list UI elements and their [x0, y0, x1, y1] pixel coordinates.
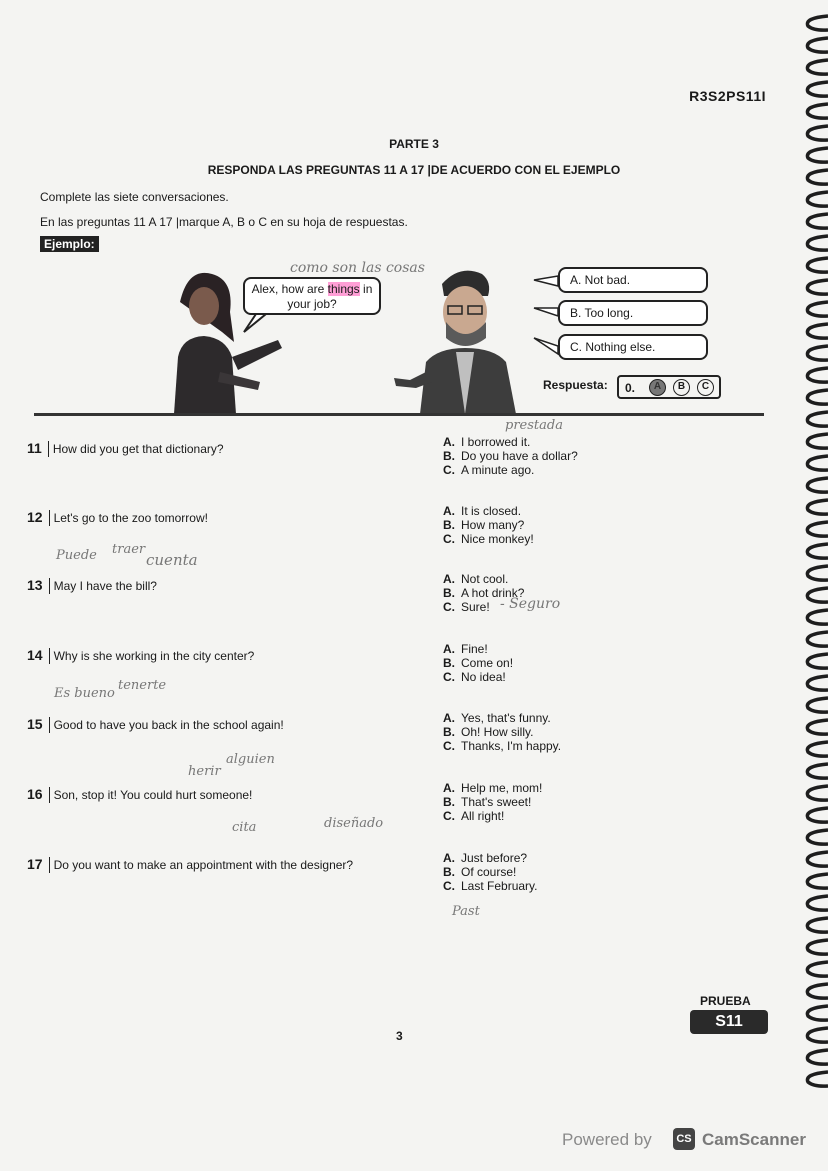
- option-text: Of course!: [461, 865, 517, 879]
- spiral-loop: [807, 786, 828, 800]
- question-text: Do you want to make an appointment with the designer?: [53, 858, 354, 872]
- option-text: Oh! How silly.: [461, 725, 534, 739]
- option-letter: A.: [443, 642, 455, 656]
- question-number: 11: [27, 440, 42, 456]
- answer-option[interactable]: [443, 739, 561, 753]
- option-text: Come on!: [461, 656, 514, 670]
- option-text: No idea!: [461, 670, 506, 684]
- spiral-loop: [807, 192, 828, 206]
- question-number: 12: [27, 509, 43, 525]
- spiral-loop: [807, 170, 828, 184]
- example-label: Ejemplo:: [40, 236, 99, 252]
- instructions-title: RESPONDA LAS PREGUNTAS 11 A 17 |DE ACUERDO CON EL EJEMPLO: [207, 163, 621, 177]
- spiral-loop: [807, 104, 828, 118]
- question-row: [27, 786, 252, 804]
- question-separator: [49, 857, 50, 873]
- answer-option[interactable]: [443, 463, 578, 477]
- option-letter: C.: [443, 600, 455, 614]
- option-letter: A.: [443, 851, 455, 865]
- spiral-loop: [807, 940, 828, 954]
- spiral-loop: [807, 808, 828, 822]
- spiral-loop: [807, 1072, 828, 1086]
- option-letter: C.: [443, 532, 455, 546]
- answer-option[interactable]: [443, 725, 561, 739]
- answer-option[interactable]: [443, 532, 534, 546]
- answer-options: [443, 851, 537, 893]
- handwritten-note: diseñado: [324, 816, 384, 831]
- spiral-loop: [807, 258, 828, 272]
- handwritten-note: prestada: [505, 418, 563, 433]
- option-text: Fine!: [461, 642, 488, 656]
- spiral-loop: [807, 280, 828, 294]
- answer-option[interactable]: [443, 518, 534, 532]
- powered-by-text: Powered by: [562, 1130, 652, 1149]
- answer-option[interactable]: [443, 711, 561, 725]
- spiral-loop: [807, 82, 828, 96]
- camscanner-logo-icon: CS: [673, 1128, 695, 1150]
- example-question-bubble: [243, 277, 381, 315]
- option-text: Nice monkey!: [461, 532, 534, 546]
- question-row: [27, 509, 208, 527]
- option-text: Not cool.: [461, 572, 509, 586]
- spiral-loop: [807, 676, 828, 690]
- answer-option[interactable]: [443, 504, 534, 518]
- spiral-loop: [807, 412, 828, 426]
- spiral-loop: [807, 1028, 828, 1042]
- man-figure-icon: [394, 271, 516, 414]
- question-number: 14: [27, 647, 43, 663]
- spiral-loop: [807, 632, 828, 646]
- question-text: Son, stop it! You could hurt someone!: [53, 788, 253, 802]
- answer-box: [617, 375, 721, 399]
- answer-options: [443, 711, 561, 753]
- spiral-loop: [807, 434, 828, 448]
- handwritten-note: cuenta: [146, 551, 198, 569]
- example-question-post: in your job?: [287, 282, 373, 311]
- document-code: R3S2PS11I: [689, 88, 766, 104]
- question-text: May I have the bill?: [53, 579, 157, 593]
- spiral-loop: [807, 566, 828, 580]
- spiral-loop: [807, 1050, 828, 1064]
- spiral-loop: [807, 60, 828, 74]
- answer-number: 0.: [625, 381, 636, 395]
- option-letter: A.: [443, 504, 455, 518]
- question-number: 13: [27, 577, 43, 593]
- option-text: All right!: [461, 809, 505, 823]
- handwritten-note: herir: [188, 764, 221, 779]
- answer-option[interactable]: [443, 795, 542, 809]
- option-text: Sure!: [461, 600, 490, 614]
- answer-option[interactable]: [443, 656, 513, 670]
- option-letter: B.: [443, 865, 455, 879]
- answer-option[interactable]: [443, 879, 537, 893]
- question-separator: [49, 510, 50, 526]
- spiral-loop: [807, 874, 828, 888]
- camscanner-brand: CamScanner: [702, 1130, 806, 1149]
- question-number: 17: [27, 856, 43, 872]
- option-letter: C.: [443, 809, 455, 823]
- option-letter: B.: [443, 449, 455, 463]
- option-text: Help me, mom!: [461, 781, 543, 795]
- handwritten-note: Past: [452, 904, 480, 919]
- spiral-loop: [807, 148, 828, 162]
- answer-option[interactable]: [443, 435, 578, 449]
- spiral-loop: [807, 390, 828, 404]
- option-text: It is closed.: [461, 504, 522, 518]
- answer-circle-b[interactable]: B: [673, 379, 690, 396]
- handwritten-note: cita: [232, 820, 257, 835]
- spiral-loop: [807, 764, 828, 778]
- spiral-loop: [807, 1006, 828, 1020]
- spiral-loop: [807, 654, 828, 668]
- option-letter: B.: [443, 518, 455, 532]
- spiral-loop: [807, 698, 828, 712]
- question-row: [27, 856, 353, 874]
- option-text: Last February.: [461, 879, 538, 893]
- option-text: Yes, that's funny.: [461, 711, 551, 725]
- option-letter: B.: [443, 586, 455, 600]
- question-number: 16: [27, 786, 43, 802]
- spiral-loop: [807, 588, 828, 602]
- option-letter: A.: [443, 711, 455, 725]
- example-question-pre: Alex, how are: [251, 282, 328, 296]
- question-number: 15: [27, 716, 43, 732]
- answer-circle-a[interactable]: A: [649, 379, 666, 396]
- option-letter: B.: [443, 656, 455, 670]
- option-letter: C.: [443, 879, 455, 893]
- test-label: PRUEBA: [700, 994, 751, 1008]
- answer-options: [443, 642, 513, 684]
- option-text: How many?: [461, 518, 525, 532]
- question-separator: [48, 441, 49, 457]
- spiral-loop: [807, 302, 828, 316]
- spiral-loop: [807, 16, 828, 30]
- answer-options: [443, 504, 534, 546]
- answer-label: Respuesta:: [543, 378, 608, 392]
- question-row: [27, 440, 224, 458]
- question-row: [27, 577, 157, 595]
- handwritten-note: traer: [112, 542, 146, 557]
- option-letter: A.: [443, 435, 455, 449]
- example-option-b: B. Too long.: [558, 300, 708, 326]
- question-text: Good to have you back in the school again!: [53, 718, 284, 732]
- answer-options: [443, 781, 542, 823]
- spiral-loop: [807, 984, 828, 998]
- spiral-binding-icon: [800, 10, 828, 1090]
- answer-options: [443, 435, 578, 477]
- question-separator: [49, 787, 50, 803]
- spiral-loop: [807, 214, 828, 228]
- answer-option[interactable]: [443, 670, 513, 684]
- spiral-loop: [807, 38, 828, 52]
- spiral-loop: [807, 962, 828, 976]
- question-text: Why is she working in the city center?: [53, 649, 255, 663]
- option-letter: C.: [443, 739, 455, 753]
- question-row: [27, 716, 284, 734]
- spiral-loop: [807, 918, 828, 932]
- handwritten-note: como son las cosas: [290, 260, 425, 276]
- spiral-loop: [807, 720, 828, 734]
- answer-option[interactable]: [443, 865, 537, 879]
- question-text: How did you get that dictionary?: [52, 442, 224, 456]
- page-number: 3: [396, 1029, 403, 1043]
- example-option-a: A. Not bad.: [558, 267, 708, 293]
- section-divider: [34, 413, 764, 416]
- example-option-c: C. Nothing else.: [558, 334, 708, 360]
- test-code-badge: S11: [690, 1010, 768, 1034]
- spiral-loop: [807, 456, 828, 470]
- option-text: That's sweet!: [461, 795, 532, 809]
- option-letter: A.: [443, 781, 455, 795]
- option-text: A hot drink?: [461, 586, 525, 600]
- instructions-line-2: En las preguntas 11 A 17 |marque A, B o C en su hoja de respuestas.: [40, 215, 408, 229]
- answer-option[interactable]: [443, 781, 542, 795]
- option-letter: B.: [443, 725, 455, 739]
- section-title: PARTE 3: [389, 137, 439, 151]
- spiral-loop: [807, 346, 828, 360]
- option-text: Do you have a dollar?: [461, 449, 578, 463]
- question-separator: [49, 578, 50, 594]
- option-text: Just before?: [461, 851, 528, 865]
- answer-option[interactable]: [443, 809, 542, 823]
- instructions-line-1: Complete las siete conversaciones.: [40, 190, 229, 204]
- spiral-loop: [807, 522, 828, 536]
- answer-option[interactable]: [443, 642, 513, 656]
- answer-option[interactable]: [443, 851, 537, 865]
- option-letter: B.: [443, 795, 455, 809]
- question-text: Let's go to the zoo tomorrow!: [53, 511, 208, 525]
- spiral-loop: [807, 368, 828, 382]
- spiral-loop: [807, 126, 828, 140]
- spiral-loop: [807, 236, 828, 250]
- example-question-highlight: things: [327, 282, 360, 296]
- spiral-loop: [807, 830, 828, 844]
- handwritten-note: tenerte: [118, 678, 167, 693]
- handwritten-note: alguien: [226, 752, 275, 767]
- handwritten-note: Puede: [56, 548, 97, 563]
- option-letter: A.: [443, 572, 455, 586]
- question-separator: [49, 648, 50, 664]
- answer-option[interactable]: [443, 449, 578, 463]
- answer-option[interactable]: [443, 572, 524, 586]
- option-text: I borrowed it.: [461, 435, 531, 449]
- option-letter: C.: [443, 670, 455, 684]
- spiral-loop: [807, 324, 828, 338]
- option-text: A minute ago.: [461, 463, 535, 477]
- handwritten-note: Es bueno: [54, 686, 115, 701]
- option-text: Thanks, I'm happy.: [461, 739, 562, 753]
- answer-circle-c[interactable]: C: [697, 379, 714, 396]
- spiral-loop: [807, 500, 828, 514]
- spiral-loop: [807, 742, 828, 756]
- question-separator: [49, 717, 50, 733]
- question-row: [27, 647, 254, 665]
- spiral-loop: [807, 896, 828, 910]
- option-letter: C.: [443, 463, 455, 477]
- spiral-loop: [807, 852, 828, 866]
- handwritten-note: - Seguro: [500, 596, 561, 612]
- spiral-loop: [807, 478, 828, 492]
- spiral-loop: [807, 610, 828, 624]
- spiral-loop: [807, 544, 828, 558]
